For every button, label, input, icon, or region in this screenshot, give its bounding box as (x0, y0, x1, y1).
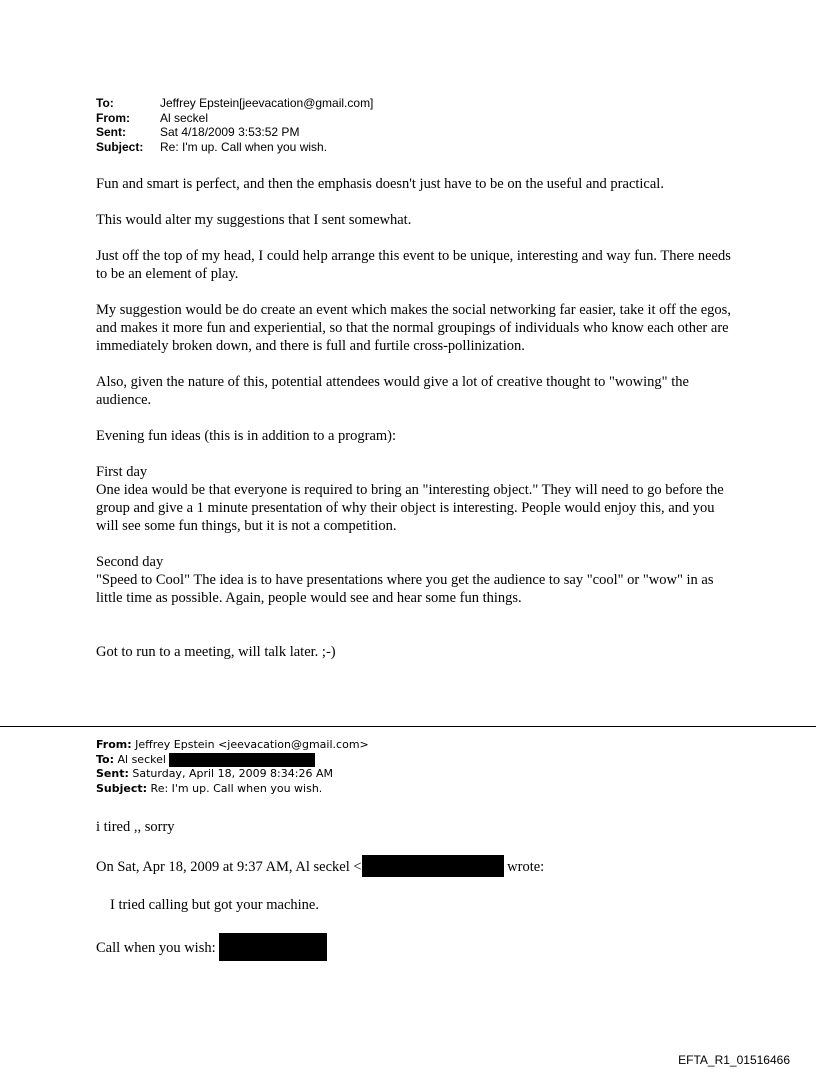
document-id: EFTA_R1_01516466 (678, 1053, 790, 1067)
subject-row-2 (96, 782, 369, 797)
from-value-2: Jeffrey Epstein <jeevacation@gmail.com> (135, 738, 369, 751)
body-paragraph: My suggestion would be do create an event which makes the social networking far easier, take it off the egos, and makes it more fun and experiential, so that the normal groupings of individuals who know each other are immediately broken down, and there is full and furtile cross-pollinization. (96, 302, 731, 354)
email-body-2 (96, 818, 756, 980)
call-line: Call when you wish: (96, 940, 216, 956)
body-paragraph: Got to run to a meeting, will talk later. ;-) (96, 644, 336, 660)
message-divider (0, 726, 816, 727)
to-row (96, 96, 373, 111)
to-label: To: (96, 96, 114, 110)
call-line-row (96, 933, 756, 961)
sent-value: Sat 4/18/2009 3:53:52 PM (160, 125, 300, 139)
body-paragraph: Just off the top of my head, I could help arrange this event to be unique, interesting and way fun. There needs to be an element of play. (96, 248, 731, 282)
email-header-1 (96, 96, 373, 154)
email-body-1 (96, 175, 736, 679)
subject-value: Re: I'm up. Call when you wish. (160, 139, 328, 154)
quoted-line: I tried calling but got your machine. (110, 897, 319, 913)
body-paragraph: First day One idea would be that everyone is required to bring an "interesting object." They will need to go before the group and give a 1 minute presentation of why their object is interesting. People would enjoy this, and you will see some fun things, but it is not a competition. (96, 464, 724, 534)
sent-label-2: Sent: (96, 767, 129, 780)
subject-label-2: Subject: (96, 781, 148, 795)
subject-value-2: Re: I'm up. Call when you wish. (150, 781, 323, 795)
sent-value-2: Saturday, April 18, 2009 8:34:26 AM (132, 767, 333, 780)
email-header-2 (96, 738, 369, 796)
reply-line: i tired ,, sorry (96, 819, 175, 835)
from-label-2: From: (96, 738, 132, 751)
to-value: Jeffrey Epstein[jeevacation@gmail.com] (160, 96, 374, 110)
subject-row (96, 140, 373, 155)
from-row-2 (96, 738, 369, 753)
to-label-2: To: (96, 752, 114, 766)
sent-row (96, 125, 373, 140)
quote-intro-line (96, 855, 756, 877)
body-paragraph: This would alter my suggestions that I sent somewhat. (96, 212, 412, 228)
body-paragraph: Evening fun ideas (this is in addition to a program): (96, 428, 397, 444)
subject-label: Subject: (96, 139, 144, 154)
quote-wrote: wrote: (507, 859, 545, 875)
to-row-2 (96, 753, 369, 768)
redaction-box (362, 855, 504, 877)
redaction-box (219, 933, 327, 961)
sent-label: Sent: (96, 125, 126, 139)
from-row (96, 111, 373, 126)
from-label: From: (96, 110, 130, 125)
sent-row-2 (96, 767, 369, 782)
quote-intro: On Sat, Apr 18, 2009 at 9:37 AM, Al seckel < (96, 859, 362, 875)
from-value: Al seckel (160, 110, 209, 125)
body-paragraph: Also, given the nature of this, potential attendees would give a lot of creative thought to "wowing" the audience. (96, 374, 689, 408)
body-paragraph: Second day "Speed to Cool" The idea is to have presentations where you get the audience to say "cool" or "wow" in as little time as possible. Again, people would see and hear some fun things. (96, 554, 714, 606)
redaction-box (169, 753, 315, 767)
body-paragraph: Fun and smart is perfect, and then the emphasis doesn't just have to be on the useful and practical. (96, 176, 664, 192)
to-value-2: Al seckel (117, 752, 166, 766)
